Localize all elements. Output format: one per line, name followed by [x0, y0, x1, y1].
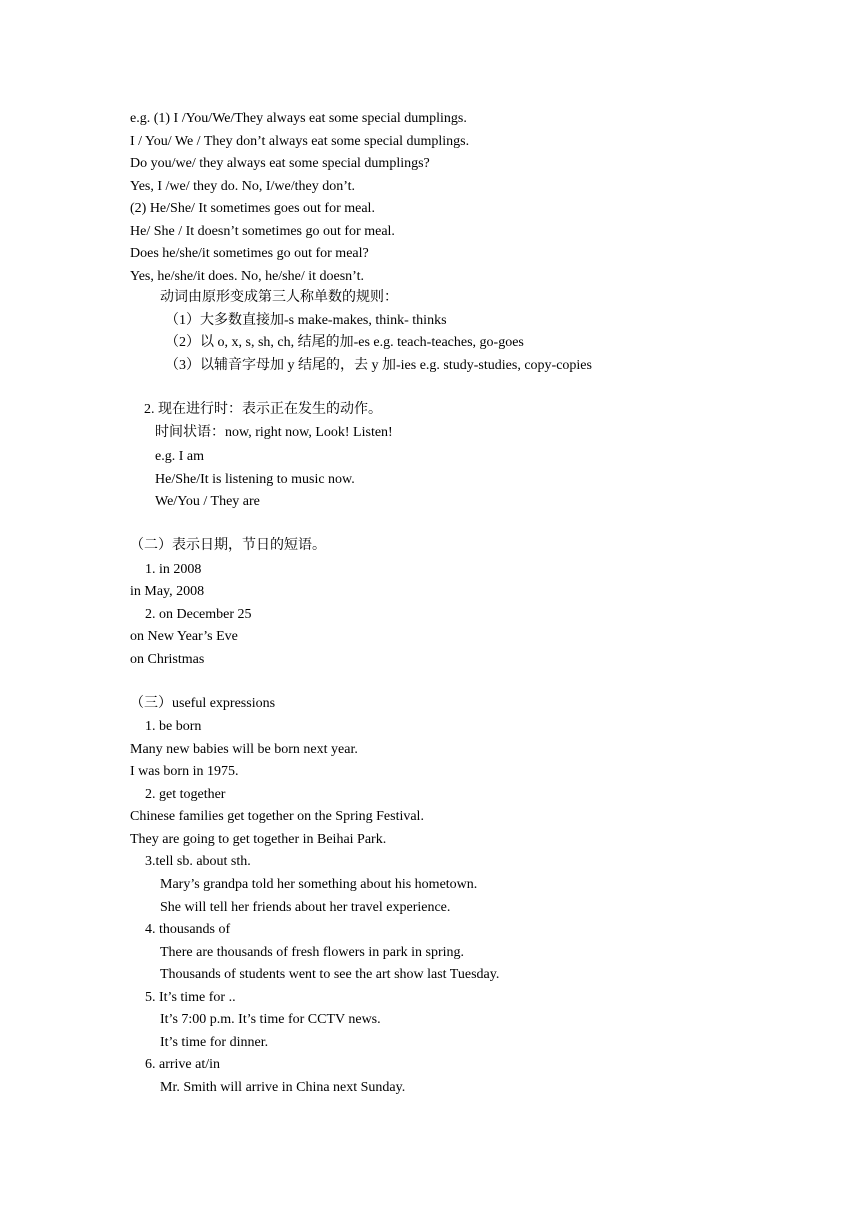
text-line: I / You/ We / They don’t always eat some special dumplings.	[130, 134, 470, 149]
text-line: (2) He/She/ It sometimes goes out for meal.	[130, 201, 375, 216]
text-line: She will tell her friends about her travel experience.	[160, 900, 451, 915]
section-heading: （三）useful expressions	[130, 696, 276, 711]
text-line: e.g. (1) I /You/We/They always eat some special dumplings.	[130, 111, 467, 126]
text-line: 5. It’s time for ..	[145, 990, 236, 1005]
text-line: on New Year’s Eve	[130, 629, 238, 644]
text-line: 6. arrive at/in	[145, 1057, 221, 1072]
rule-item: （2）以 o, x, s, sh, ch, 结尾的加-es e.g. teach-teaches, go-goes	[165, 335, 524, 350]
text-line: 1. in 2008	[145, 562, 202, 577]
text-line: Mary’s grandpa told her something about his hometown.	[160, 877, 478, 892]
text-line: Thousands of students went to see the art show last Tuesday.	[160, 967, 500, 982]
text-line: 3.tell sb. about sth.	[145, 854, 251, 869]
text-line: Mr. Smith will arrive in China next Sunday.	[160, 1080, 406, 1095]
text-line: He/ She / It doesn’t sometimes go out for meal.	[130, 224, 395, 239]
rule-item: （1）大多数直接加-s make-makes, think- thinks	[165, 313, 447, 328]
section-heading: 2. 现在进行时：表示正在发生的动作。	[144, 402, 382, 417]
text-line: 时间状语：now, right now, Look! Listen!	[155, 425, 393, 440]
text-line: It’s time for dinner.	[160, 1035, 269, 1050]
text-line: 2. on December 25	[145, 607, 252, 622]
section-heading: （二）表示日期，节日的短语。	[130, 538, 326, 553]
text-line: I was born in 1975.	[130, 764, 239, 779]
text-line: on Christmas	[130, 652, 205, 667]
text-line: Many new babies will be born next year.	[130, 742, 358, 757]
rule-item: （3）以辅音字母加 y 结尾的，去 y 加-ies e.g. study-studies, copy-copies	[165, 358, 592, 373]
text-line: We/You / They are	[155, 494, 260, 509]
text-line: in May, 2008	[130, 584, 205, 599]
text-line: It’s 7:00 p.m. It’s time for CCTV news.	[160, 1012, 381, 1027]
text-line: Does he/she/it sometimes go out for meal?	[130, 246, 369, 261]
text-line: He/She/It is listening to music now.	[155, 472, 355, 487]
text-line: Chinese families get together on the Spring Festival.	[130, 809, 424, 824]
text-line: Yes, he/she/it does. No, he/she/ it doesn’t.	[130, 269, 364, 284]
text-line: There are thousands of fresh flowers in park in spring.	[160, 945, 465, 960]
text-line: Do you/we/ they always eat some special dumplings?	[130, 156, 430, 171]
text-line: 1. be born	[145, 719, 202, 734]
text-line: 4. thousands of	[145, 922, 231, 937]
text-line: Yes, I /we/ they do. No, I/we/they don’t.	[130, 179, 356, 194]
text-line: They are going to get together in Beihai Park.	[130, 832, 387, 847]
text-line: e.g. I am	[155, 449, 204, 464]
rule-heading: 动词由原形变成第三人称单数的规则：	[160, 290, 398, 305]
text-line: 2. get together	[145, 787, 226, 802]
